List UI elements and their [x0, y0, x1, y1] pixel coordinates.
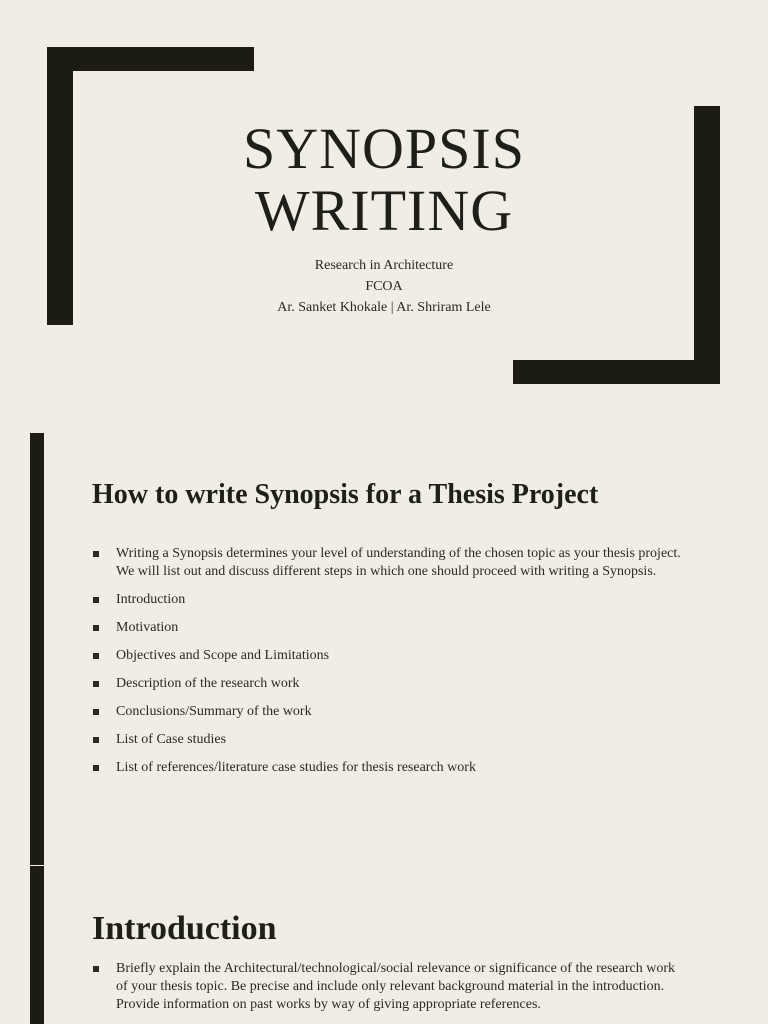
intro-bullet-list [92, 960, 682, 1024]
intro-heading: Introduction [92, 910, 277, 947]
bullet-square-icon [93, 709, 99, 715]
title-slide [0, 0, 768, 410]
bullet-square-icon [93, 597, 99, 603]
intro-slide [0, 866, 768, 1024]
list-item: Motivation [92, 619, 682, 637]
list-item: Description of the research work [92, 675, 682, 693]
howto-slide [0, 433, 768, 865]
slide-accent-bar [30, 433, 44, 865]
subtitle-institute: FCOA [365, 279, 403, 294]
page-title [0, 118, 768, 242]
bullet-square-icon [93, 765, 99, 771]
list-item: Objectives and Scope and Limitations [92, 647, 682, 665]
howto-heading: How to write Synopsis for a Thesis Project [92, 479, 599, 510]
corner-bracket-top-left-horizontal [47, 47, 254, 71]
bullet-square-icon [93, 966, 99, 972]
bullet-square-icon [93, 551, 99, 557]
title-line-1: SYNOPSIS [243, 116, 525, 181]
subtitle-course: Research in Architecture [314, 258, 454, 273]
bullet-square-icon [93, 653, 99, 659]
bullet-square-icon [93, 625, 99, 631]
list-item: Writing a Synopsis determines your level of understanding of the chosen topic as your thesis project. We will list out and discuss different steps in which one should proceed with writing a Synopsis. [92, 545, 682, 581]
list-item: List of Case studies [92, 731, 682, 749]
subtitle-authors: Ar. Sanket Khokale | Ar. Shriram Lele [277, 300, 491, 315]
list-item: List of references/literature case studies for thesis research work [92, 759, 682, 777]
slide-accent-bar [30, 866, 44, 1024]
list-item: Introduction [92, 591, 682, 609]
corner-bracket-bottom-right-horizontal [513, 360, 720, 384]
list-item: Conclusions/Summary of the work [92, 703, 682, 721]
bullet-square-icon [93, 681, 99, 687]
howto-bullet-list [92, 545, 682, 787]
title-line-2: WRITING [254, 178, 514, 243]
subtitle-block [0, 255, 768, 318]
list-item: Briefly explain the Architectural/technological/social relevance or significance of the research work of your thesis topic. Be precise and include only relevant background material in the introduction. Provide information on past works by way of giving appropriate references. [92, 960, 682, 1014]
bullet-square-icon [93, 737, 99, 743]
